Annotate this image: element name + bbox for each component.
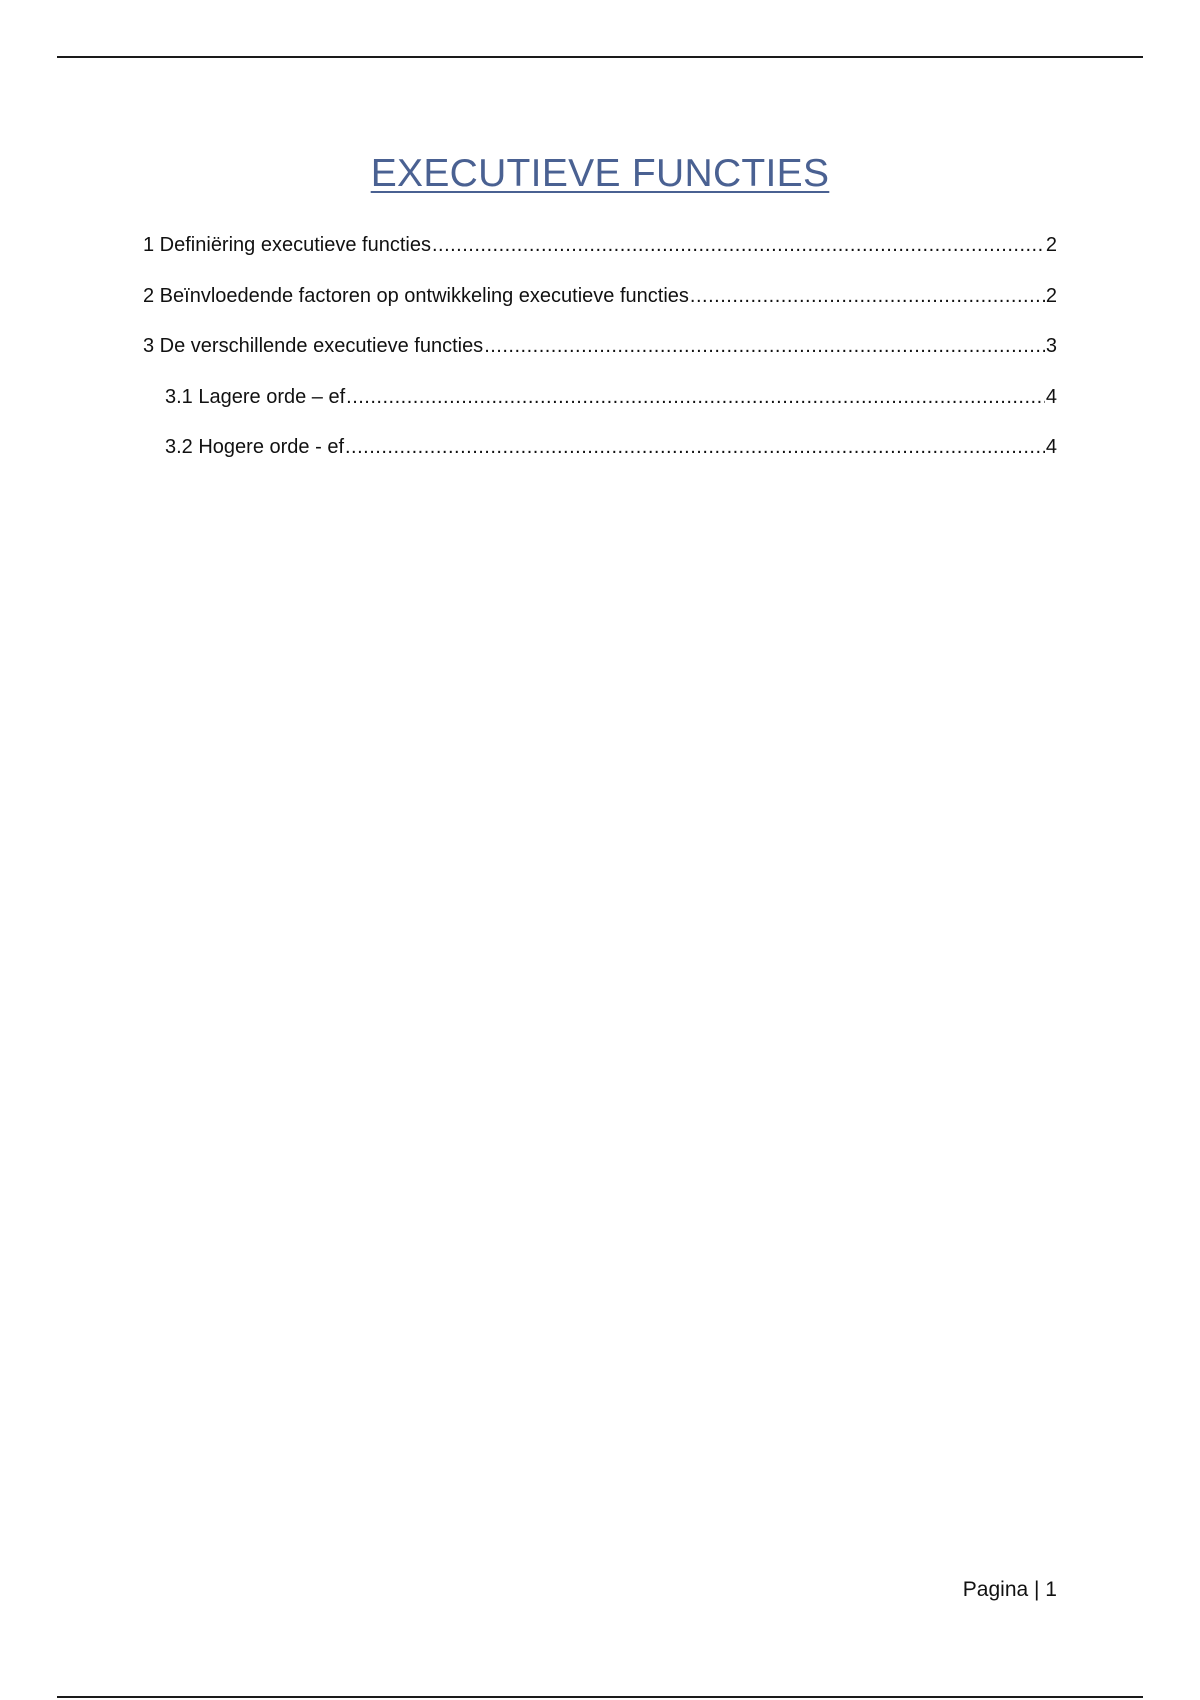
toc-entry-label: 3.1 Lagere orde – ef: [165, 385, 346, 408]
toc-dot-leader: [484, 335, 1045, 358]
footer-rule: [57, 1696, 1143, 1698]
page-number-footer: Pagina | 1: [962, 1578, 1057, 1601]
header-rule: [57, 56, 1143, 58]
toc-entry-label: 2 Beïnvloedende factoren op ontwikkeling executieve functies: [143, 284, 689, 307]
toc-entry-label: 3 De verschillende executieve functies: [143, 335, 484, 357]
toc-entry-label: 1 Definiëring executieve functies: [143, 234, 431, 256]
toc-dot-leader: [346, 386, 1045, 409]
toc-dot-leader: [690, 285, 1045, 308]
toc-entry-3-1[interactable]: [143, 386, 1057, 437]
toc-entry-page: 2: [1045, 284, 1057, 307]
toc-entry-page: 4: [1045, 385, 1057, 408]
toc-dot-leader: [345, 436, 1045, 459]
toc-entry-3[interactable]: [143, 335, 1057, 386]
toc-dot-leader: [432, 234, 1045, 257]
page-title: EXECUTIEVE FUNCTIES: [370, 152, 830, 195]
toc-entry-page: 3: [1045, 335, 1057, 357]
toc-entry-label: 3.2 Hogere orde - ef: [165, 436, 344, 458]
table-of-contents: [143, 234, 1057, 487]
toc-entry-2[interactable]: [143, 285, 1057, 336]
toc-entry-3-2[interactable]: [143, 436, 1057, 487]
toc-entry-page: 2: [1045, 234, 1057, 256]
toc-entry-1[interactable]: [143, 234, 1057, 285]
toc-entry-page: 4: [1045, 436, 1057, 458]
